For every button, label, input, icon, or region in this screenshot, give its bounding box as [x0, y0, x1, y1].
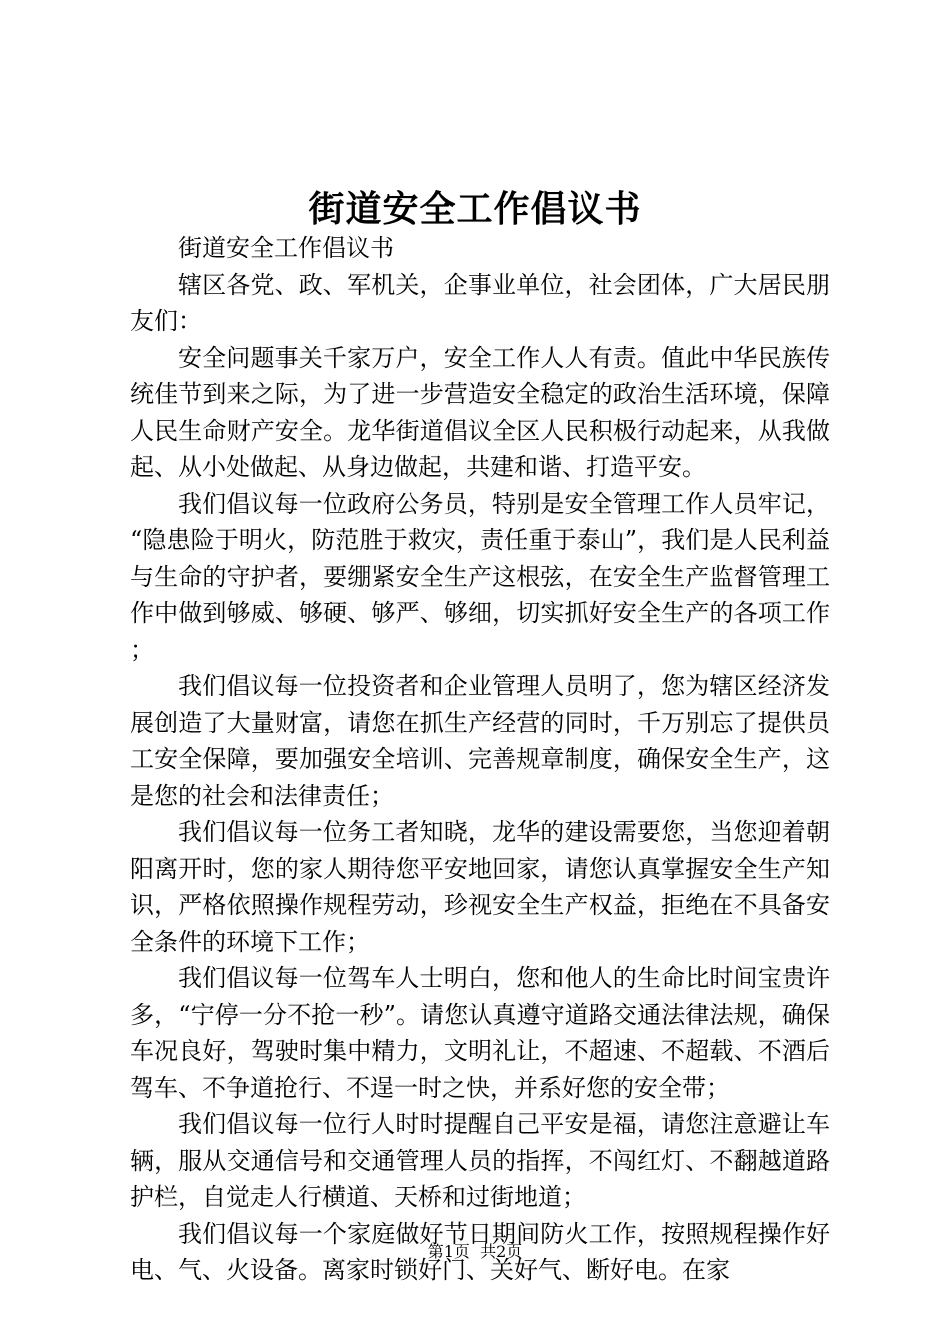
paragraph-civil-servants: 我们倡议每一位政府公务员，特别是安全管理工作人员牢记，“隐患险于明火，防范胜于救灾，责任重于泰山”，我们是人民利益与生命的守护者，要绷紧安全生产这根弦，在安全生产监督管理工作中做到够威、够硬、够严、够细，切实抓好安全生产的各项工作； [130, 489, 830, 664]
page-total: 共2页 [480, 1242, 523, 1261]
footer-separator [470, 1242, 480, 1261]
document-title: 街道安全工作倡议书 [308, 188, 642, 230]
page-number: 第1页 [427, 1242, 470, 1261]
paragraph-investors: 我们倡议每一位投资者和企业管理人员明了，您为辖区经济发展创造了大量财富，请您在抓生产经营的同时，千万别忘了提供员工安全保障，要加强安全培训、完善规章制度，确保安全生产，这是您的社会和法律责任； [130, 672, 830, 810]
paragraph-subtitle: 街道安全工作倡议书 [178, 234, 394, 262]
page-footer [0, 1240, 950, 1264]
paragraph-intro: 安全问题事关千家万户，安全工作人人有责。值此中华民族传统佳节到来之际，为了进一步营造安全稳定的政治生活环境，保障人民生命财产安全。龙华街道倡议全区人民积极行动起来，从我做起、从小处做起、从身边做起，共建和谐、打造平安。 [130, 343, 830, 481]
paragraph-salutation: 辖区各党、政、军机关，企事业单位，社会团体，广大居民朋友们： [130, 270, 830, 335]
paragraph-pedestrians: 我们倡议每一位行人时时提醒自己平安是福，请您注意避让车辆，服从交通信号和交通管理人员的指挥，不闯红灯、不翻越道路护栏，自觉走人行横道、天桥和过街地道； [130, 1110, 830, 1211]
document-body [130, 230, 830, 1289]
paragraph-families: 我们倡议每一个家庭做好节日期间防火工作，按照规程操作好电、气、火设备。离家时锁好门、关好气、断好电。在家 [130, 1219, 830, 1284]
paragraph-drivers: 我们倡议每一位驾车人士明白，您和他人的生命比时间宝贵许多，“宁停一分不抢一秒”。请您认真遵守道路交通法律法规，确保车况良好，驾驶时集中精力，文明礼让，不超速、不超载、不酒后驾车、不争道抢行、不逞一时之快，并系好您的安全带； [130, 964, 830, 1102]
paragraph-workers: 我们倡议每一位务工者知晓，龙华的建设需要您，当您迎着朝阳离开时，您的家人期待您平安地回家，请您认真掌握安全生产知识，严格依照操作规程劳动，珍视安全生产权益，拒绝在不具备安全条件的环境下工作； [130, 818, 830, 956]
